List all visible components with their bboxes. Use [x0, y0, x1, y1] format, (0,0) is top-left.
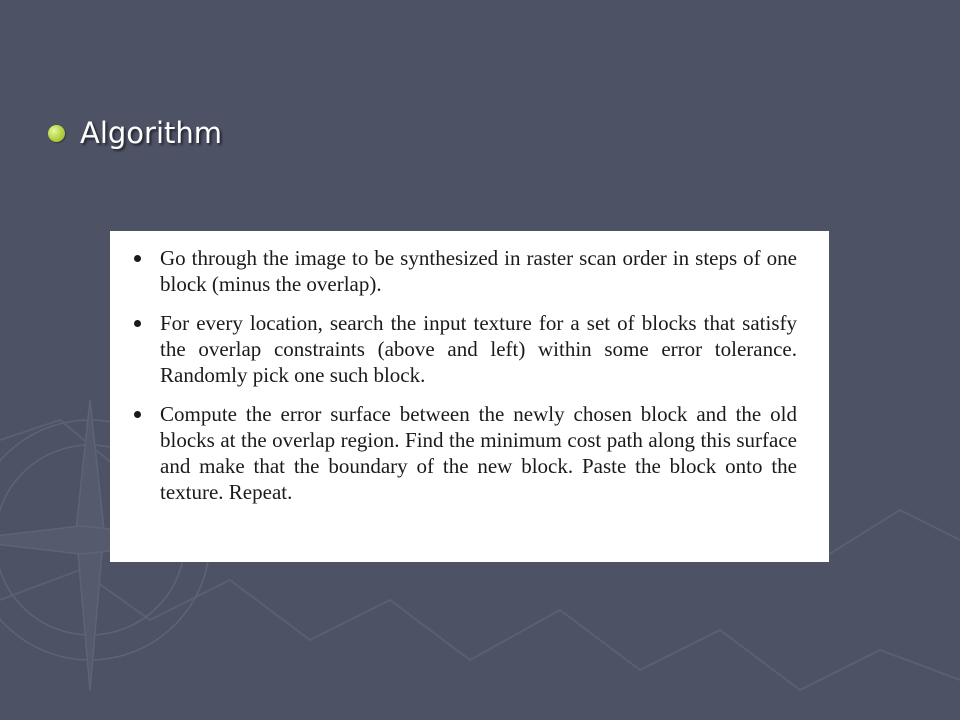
bullet-icon [134, 320, 141, 327]
algorithm-step-text: Compute the error surface between the newly chosen block and the old blocks at the overlap region. Find the minimum cost path along this surface and make that the boundary of the new block. Paste the block onto the texture. Repeat. [160, 402, 797, 504]
green-dot-icon [48, 125, 65, 142]
algorithm-step [134, 401, 797, 505]
algorithm-step-text: For every location, search the input texture for a set of blocks that satisfy the overlap constraints (above and left) within some error tolerance. Randomly pick one such block. [160, 311, 797, 387]
algorithm-box [110, 231, 829, 562]
slide-heading [48, 116, 222, 150]
algorithm-step [134, 245, 797, 297]
bullet-icon [134, 255, 141, 262]
algorithm-step [134, 310, 797, 388]
algorithm-steps-list [134, 245, 797, 505]
bullet-icon [134, 411, 141, 418]
slide-title: Algorithm [80, 116, 223, 150]
algorithm-step-text: Go through the image to be synthesized in raster scan order in steps of one block (minus the overlap). [160, 246, 797, 296]
